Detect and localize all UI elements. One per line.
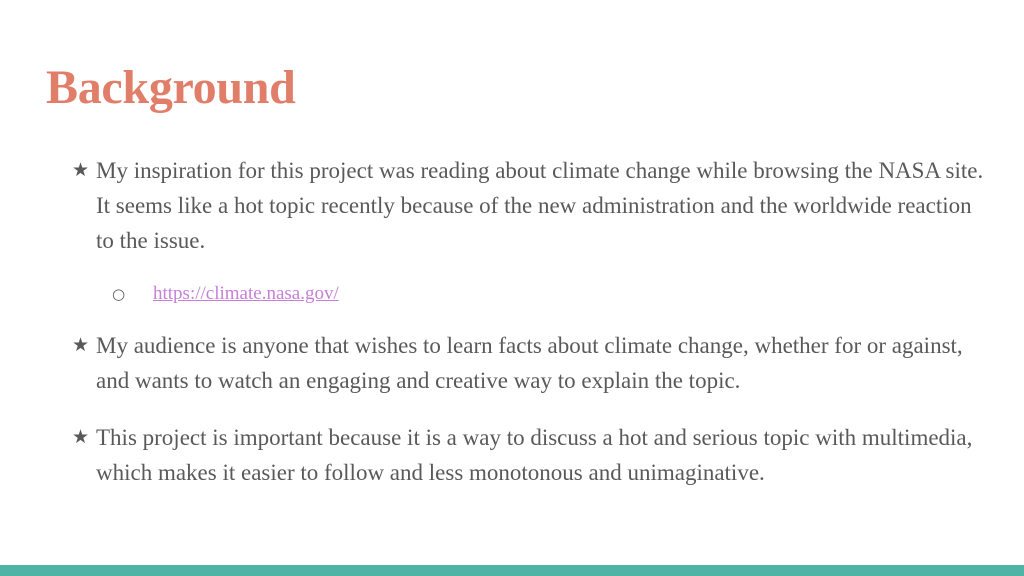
bullet-inspiration (72, 153, 992, 258)
bullet-text: This project is important because it is a way to discuss a hot and serious topic with multimedia, which makes it easier to follow and less monotonous and unimaginative. (96, 425, 973, 485)
star-icon: ★ (72, 159, 90, 181)
accent-bar (0, 565, 1024, 576)
star-icon: ★ (72, 334, 90, 356)
bullet-audience (72, 328, 992, 398)
star-icon: ★ (72, 426, 90, 448)
bullet-text: My audience is anyone that wishes to learn facts about climate change, whether for or against, and wants to watch an engaging and creative way to explain the topic. (96, 333, 963, 393)
bullet-text: My inspiration for this project was reading about climate change while browsing the NASA site. It seems like a hot topic recently because of the new administration and the worldwide reaction to the issue. (96, 158, 984, 253)
circle-icon: ○ (112, 285, 126, 303)
slide-title: Background (46, 61, 296, 114)
bullet-importance (72, 420, 992, 490)
nasa-climate-link[interactable]: https://climate.nasa.gov/ (153, 283, 339, 304)
slide-body (72, 153, 992, 512)
sub-bullet-link (72, 280, 992, 308)
